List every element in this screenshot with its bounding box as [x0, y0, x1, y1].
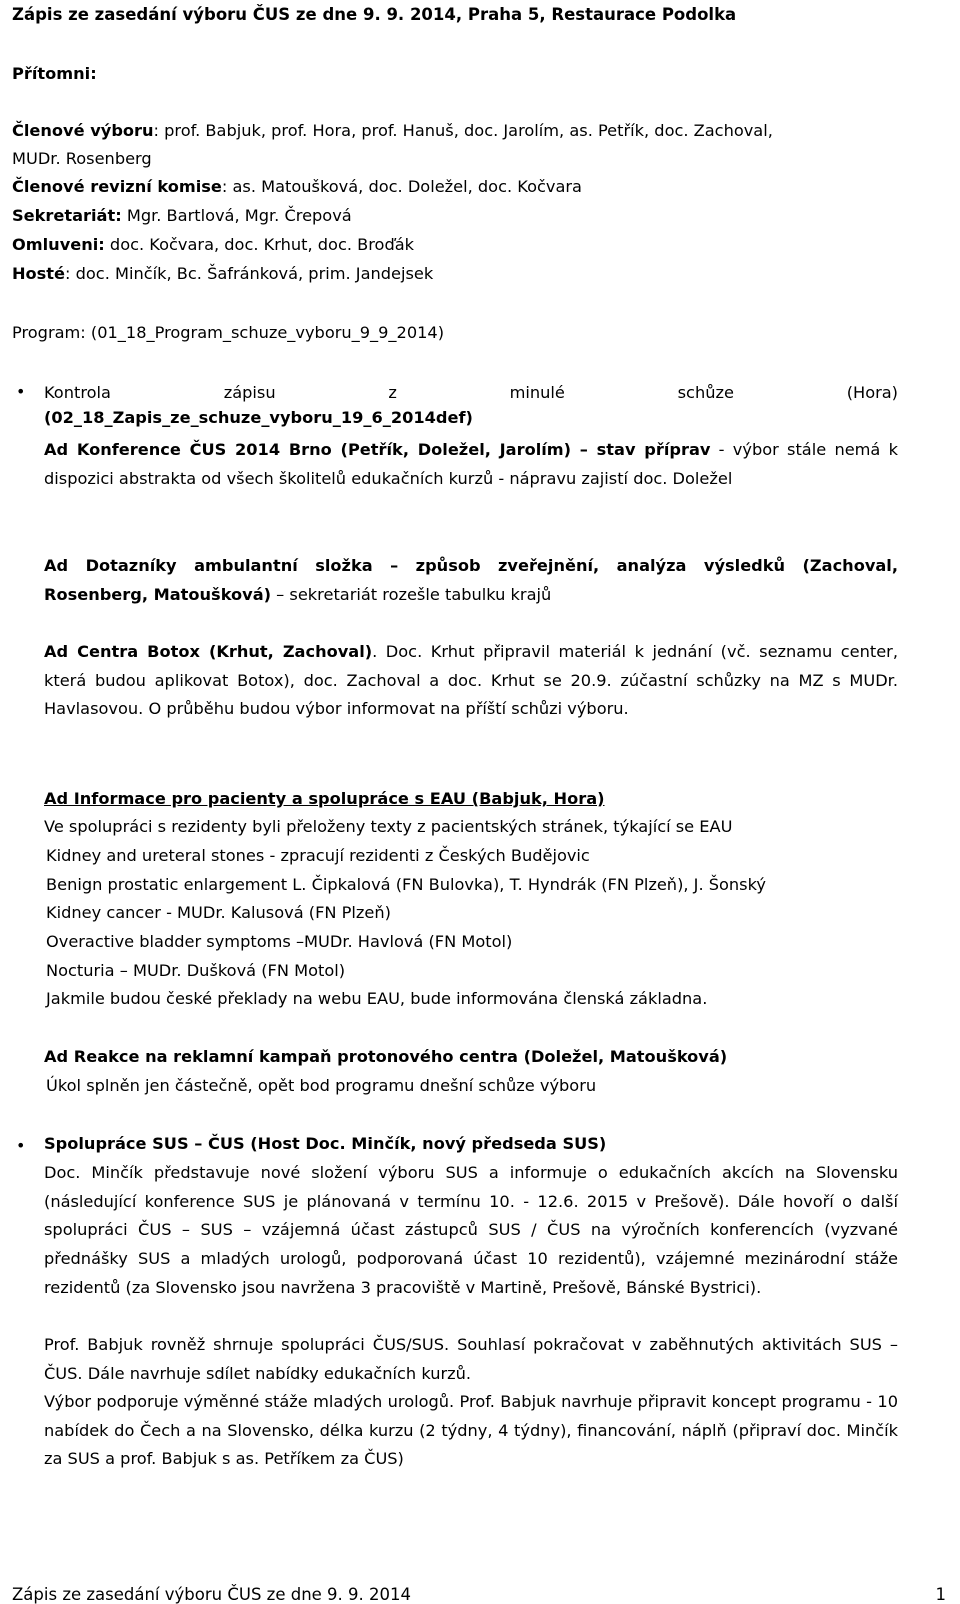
bullet-kontrola: • [16, 382, 26, 401]
reakce-text: Úkol splněn jen částečně, opět bod programu dnešní schůze výboru [46, 1076, 597, 1095]
kontrola-file: (02_18_Zapis_ze_schuze_vyboru_19_6_2014def) [44, 408, 473, 427]
excused-line [12, 234, 414, 256]
board-members-line-2: MUDr. Rosenberg [12, 149, 152, 168]
eau-line-5: Overactive bladder symptoms –MUDr. Havlová (FN Motol) [46, 932, 513, 951]
page-footer: Zápis ze zasedání výboru ČUS ze dne 9. 9. 2014 [12, 1585, 412, 1604]
sus-paragraph-1: Doc. Minčík představuje nové složení výboru SUS a informuje o edukačních akcích na Slovensku (následující konference SUS je plánovaná v termínu 10. - 12.6. 2015 v Prešově). Dále hovoří o další spolupráci ČUS – SUS – vzájemná účast zástupců SUS / ČUS na výročních konferencích (vyzvané přednášky SUS a mladých urologů, podporovaná účast 10 rezidentů), vzájemné mezinárodní stáže rezidentů (za Slovensko jsou navržena 3 pracoviště v Martině, Prešově, Bánské Bystrici). [44, 1163, 898, 1297]
dotazniky-heading: Ad Dotazníky ambulantní složka – způsob zveřejnění, analýza výsledků (Zachoval, Rosenberg, Matoušková) [44, 556, 898, 604]
kontrola-heading: Kontrola zápisu z minulé schůze (Hora) [44, 383, 898, 402]
eau-line-3: Benign prostatic enlargement L. Čipkalová (FN Bulovka), T. Hyndrák (FN Plzeň), J. Šonský [46, 875, 766, 894]
guests-label: Hosté [12, 264, 66, 283]
konference-paragraph [44, 436, 898, 493]
page-number: 1 [935, 1585, 946, 1604]
board-members-label: Členové výboru [12, 121, 154, 140]
secretariat-label: Sekretariát: [12, 206, 122, 225]
document-title: Zápis ze zasedání výboru ČUS ze dne 9. 9. 2014, Praha 5, Restaurace Podolka [12, 5, 737, 24]
konference-heading: Ad Konference ČUS 2014 Brno (Petřík, Doležel, Jarolím) – stav příprav [44, 440, 711, 459]
guests-value: : doc. Minčík, Bc. Šafránková, prim. Jandejsek [65, 264, 434, 283]
audit-committee-value: : as. Matoušková, doc. Doležel, doc. Kočvara [221, 177, 582, 196]
attendance-heading: Přítomni: [12, 64, 97, 83]
bullet-sus: • [16, 1136, 26, 1155]
audit-committee-line [12, 176, 582, 198]
eau-line-7: Jakmile budou české překlady na webu EAU, bude informována členská základna. [46, 989, 708, 1008]
eau-line-2: Kidney and ureteral stones - zpracují rezidenti z Českých Budějovic [46, 846, 590, 865]
audit-committee-label: Členové revizní komise [12, 177, 222, 196]
eau-line-6: Nocturia – MUDr. Dušková (FN Motol) [46, 961, 346, 980]
konference-text: - výbor stále nemá k dispozici abstrakta od všech školitelů edukačních kurzů - nápravu zajistí doc. Doležel [44, 440, 898, 488]
eau-heading: Ad Informace pro pacienty a spolupráce s EAU (Babjuk, Hora) [44, 789, 605, 808]
eau-line-1: Ve spolupráci s rezidenty byli přeloženy texty z pacientských stránek, týkající se EAU [44, 817, 733, 836]
sus-paragraph-3: Výbor podporuje výměnné stáže mladých urologů. Prof. Babjuk navrhuje připravit koncept programu - 10 nabídek do Čech a na Slovensko, délka kurzu (2 týdny, 4 týdny), financování, náplň (připraví doc. Minčík za SUS a prof. Babjuk s as. Petříkem za ČUS) [44, 1392, 898, 1469]
secretariat-line [12, 205, 352, 227]
dotazniky-paragraph [44, 552, 898, 609]
guests-line [12, 263, 433, 285]
botox-paragraph [44, 638, 898, 724]
eau-line-4: Kidney cancer - MUDr. Kalusová (FN Plzeň) [46, 903, 391, 922]
secretariat-value: Mgr. Bartlová, Mgr. Črepová [121, 206, 352, 225]
excused-value: doc. Kočvara, doc. Krhut, doc. Broďák [104, 235, 415, 254]
reakce-heading: Ad Reakce na reklamní kampaň protonového centra (Doležel, Matoušková) [44, 1047, 728, 1066]
board-members-line [12, 120, 773, 142]
excused-label: Omluveni: [12, 235, 105, 254]
sus-paragraph-2: Prof. Babjuk rovněž shrnuje spolupráci ČUS/SUS. Souhlasí pokračovat v zaběhnutých aktivitách SUS – ČUS. Dále navrhuje sdílet nabídky edukačních kurzů. [44, 1335, 898, 1383]
botox-text: . Doc. Krhut připravil materiál k jednání (vč. seznamu center, která budou aplikovat Botox), doc. Zachoval a doc. Krhut se 20.9. zúčastní schůzky na MZ s MUDr. Havlasovou. O průběhu budou výbor informovat na příští schůzi výboru. [44, 642, 898, 719]
board-members-value: : prof. Babjuk, prof. Hora, prof. Hanuš, doc. Jarolím, as. Petřík, doc. Zachoval, [153, 121, 773, 140]
sus-heading: Spolupráce SUS – ČUS (Host Doc. Minčík, nový předseda SUS) [44, 1134, 607, 1153]
program-line: Program: (01_18_Program_schuze_vyboru_9_9_2014) [12, 323, 445, 342]
dotazniky-text: – sekretariát rozešle tabulku krajů [271, 584, 552, 604]
botox-heading: Ad Centra Botox (Krhut, Zachoval) [44, 642, 373, 661]
